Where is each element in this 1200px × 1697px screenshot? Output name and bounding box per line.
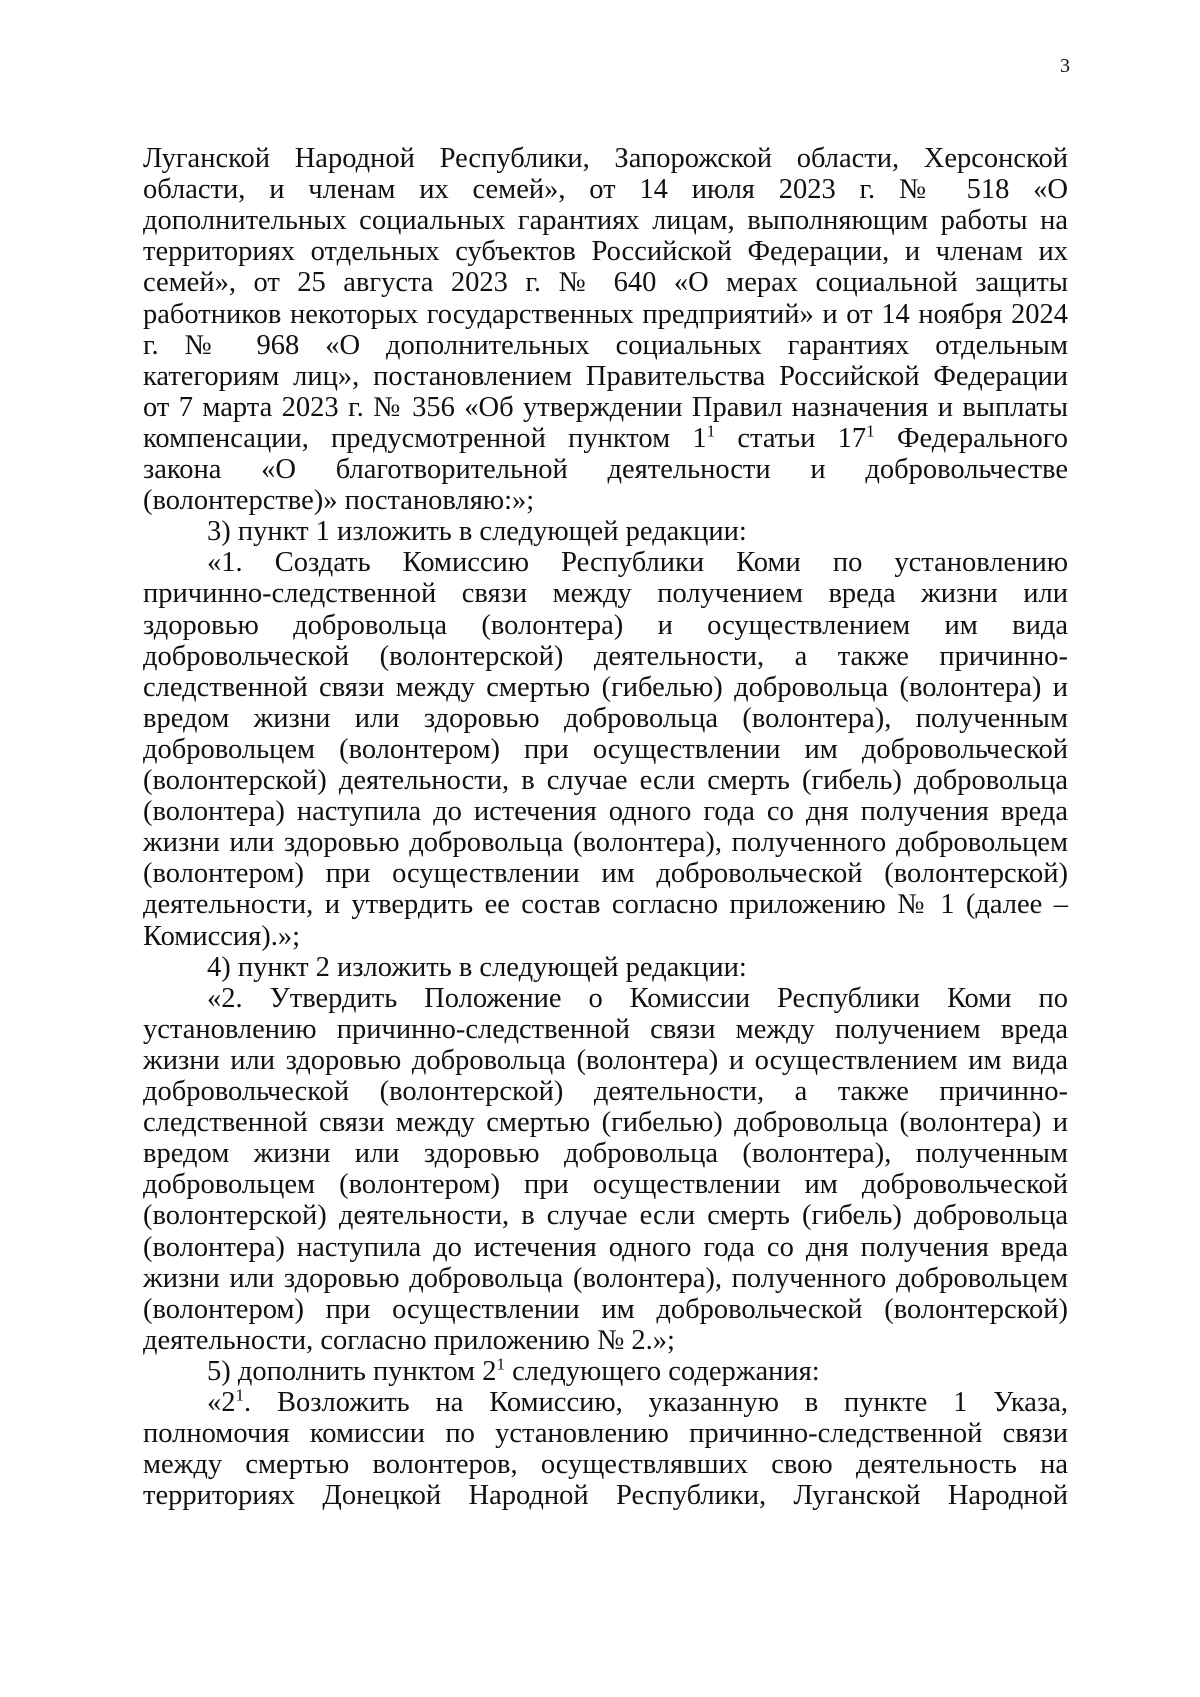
text-line: территориях Донецкой Народной Республики, Луганской Народной — [143, 1480, 1068, 1512]
text-line: деятельности, и утвердить ее состав согласно приложению № 1 (далее – — [143, 889, 1068, 921]
text-line: «1. Создать Комиссию Республики Коми по установлению — [207, 547, 1068, 579]
text-line: (волонтерстве)» постановляю:»; — [143, 485, 535, 517]
text-line: (волонтерской) деятельности, в случае если смерть (гибель) добровольца — [143, 1200, 1068, 1232]
text-line: причинно-следственной связи между получением вреда жизни или — [143, 578, 1068, 610]
text-line: «2. Утвердить Положение о Комиссии Республики Коми по — [207, 982, 1068, 1014]
text-line: добровольческой (волонтерской) деятельности, а также причинно- — [143, 640, 1068, 672]
text-line: категориям лиц», постановлением Правительства Российской Федерации — [143, 360, 1068, 392]
text-line: 5) дополнить пунктом $2^1$ следующего содержания: — [207, 1354, 820, 1387]
text-line: (волонтером) при осуществлении им добровольческой (волонтерской) — [143, 858, 1068, 890]
text-line: дополнительных социальных гарантиях лицам, выполняющим работы на — [143, 205, 1068, 237]
text-line: компенсации, предусмотренной пунктом $1^1$ статьи $17^1$ Федерального — [143, 421, 1068, 454]
text-line: установлению причинно-следственной связи между получением вреда — [143, 1013, 1068, 1045]
text-line: 3) пункт 1 изложить в следующей редакции: — [207, 516, 747, 548]
text-line: области, и членам их семей», от 14 июля 2023 г. № 518 «О — [143, 174, 1068, 206]
text-line: семей», от 25 августа 2023 г. № 640 «О мерах социальной защиты — [143, 267, 1068, 299]
text-line: (волонтером) при осуществлении им добровольческой (волонтерской) — [143, 1293, 1068, 1325]
text-line: работников некоторых государственных предприятий» и от 14 ноября 2024 — [143, 298, 1068, 330]
text-line: Комиссия).»; — [143, 920, 301, 952]
text-line: деятельности, согласно приложению № 2.»; — [143, 1324, 675, 1356]
text-line: добровольцем (волонтером) при осуществлении им добровольческой — [143, 733, 1068, 765]
page-number: 3 — [1060, 55, 1070, 77]
text-line: территориях отдельных субъектов Российской Федерации, и членам их — [143, 236, 1068, 268]
text-line: вредом жизни или здоровью добровольца (волонтера), полученным — [143, 702, 1068, 734]
text-line: (волонтера) наступила до истечения одного года со дня получения вреда — [143, 796, 1068, 828]
text-line: добровольцем (волонтером) при осуществлении им добровольческой — [143, 1169, 1068, 1201]
text-line: «$2^1$. Возложить на Комиссию, указанную в пункте 1 Указа, — [207, 1385, 1068, 1418]
text-line: полномочия комиссии по установлению причинно-следственной связи — [143, 1418, 1068, 1450]
text-line: между смертью волонтеров, осуществлявших свою деятельность на — [143, 1449, 1068, 1481]
text-line: следственной связи между смертью (гибелью) добровольца (волонтера) и — [143, 1107, 1068, 1139]
text-line: Луганской Народной Республики, Запорожской области, Херсонской — [143, 143, 1068, 174]
text-line: (волонтера) наступила до истечения одного года со дня получения вреда — [143, 1231, 1068, 1263]
text-line: жизни или здоровью добровольца (волонтера), полученного добровольцем — [143, 827, 1068, 859]
text-line: жизни или здоровью добровольца (волонтера), полученного добровольцем — [143, 1262, 1068, 1294]
text-line: закона «О благотворительной деятельности и добровольчестве — [143, 454, 1068, 485]
text-line: 4) пункт 2 изложить в следующей редакции: — [207, 951, 747, 983]
text-line: здоровью добровольца (волонтера) и осуществлением им вида — [143, 609, 1068, 641]
text-line: (волонтерской) деятельности, в случае если смерть (гибель) добровольца — [143, 765, 1068, 796]
text-line: г. № 968 «О дополнительных социальных гарантиях отдельным — [143, 329, 1068, 361]
text-line: следственной связи между смертью (гибелью) добровольца (волонтера) и — [143, 671, 1068, 703]
text-line: добровольческой (волонтерской) деятельности, а также причинно- — [143, 1076, 1068, 1107]
text-line: от 7 марта 2023 г. № 356 «Об утверждении Правил назначения и выплаты — [143, 391, 1068, 423]
text-line: вредом жизни или здоровью добровольца (волонтера), полученным — [143, 1138, 1068, 1170]
text-line: жизни или здоровью добровольца (волонтера) и осуществлением им вида — [143, 1044, 1068, 1076]
